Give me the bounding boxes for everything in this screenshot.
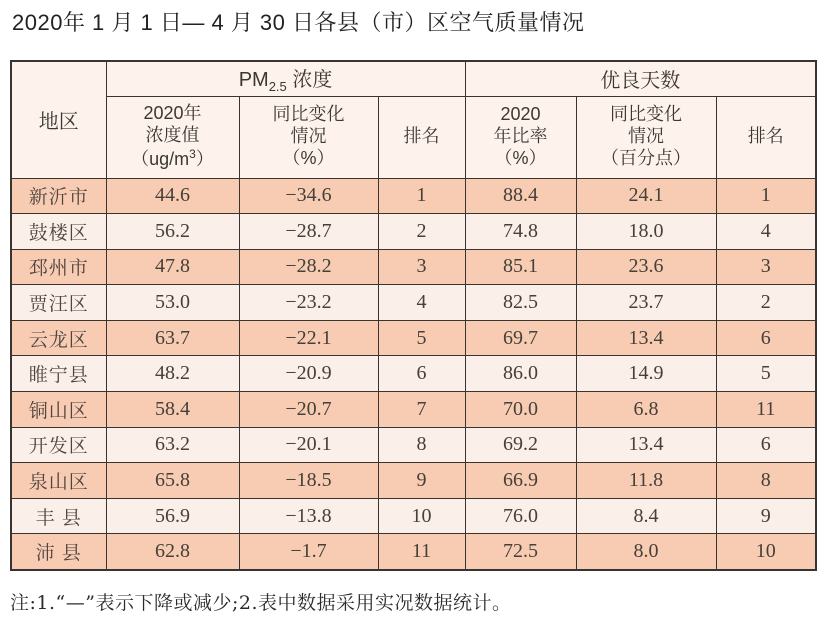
days-ratio-cell: 66.9: [465, 463, 576, 499]
unit-superscript: 3: [189, 146, 196, 161]
pm-value-cell: 65.8: [106, 463, 239, 499]
days-change-cell: 13.4: [576, 320, 716, 356]
region-cell: 新沂市: [11, 178, 106, 214]
pm-value-cell: 53.0: [106, 285, 239, 321]
footnote: 注:1.“—”表示下降或减少;2.表中数据采用实况数据统计。: [10, 592, 512, 614]
header-days-ratio: [465, 96, 576, 178]
pm-change-cell: −13.8: [239, 498, 378, 534]
days-change-cell: 14.9: [576, 356, 716, 392]
pm-change-cell: −22.1: [239, 320, 378, 356]
pm-change-cell: −18.5: [239, 463, 378, 499]
air-quality-table: [10, 60, 817, 571]
pm-change-cell: −28.7: [239, 214, 378, 250]
pm-change-cell: −28.2: [239, 249, 378, 285]
header-pm-change-line3: （%）: [282, 147, 335, 168]
header-pm-change-line1: 同比变化: [272, 104, 345, 125]
header-group-row: [11, 61, 816, 96]
header-pm-change-line2: 情况: [290, 126, 327, 147]
table-row: [11, 214, 816, 250]
header-pm-value-unit: [109, 147, 237, 171]
days-ratio-cell: 88.4: [465, 178, 576, 214]
pm-change-cell: −20.7: [239, 392, 378, 428]
header-pm-change: [239, 96, 378, 178]
table-row: [11, 392, 816, 428]
table-body: [11, 178, 816, 570]
pm-value-cell: 56.9: [106, 498, 239, 534]
table-row: [11, 178, 816, 214]
header-days-ratio-line3: （%）: [494, 147, 547, 168]
pm25-label-prefix: PM: [238, 69, 269, 92]
pm-rank-cell: 10: [378, 498, 465, 534]
pm-rank-cell: 7: [378, 392, 465, 428]
table-row: [11, 534, 816, 570]
days-rank-cell: 11: [716, 392, 816, 428]
days-change-cell: 8.4: [576, 498, 716, 534]
days-rank-cell: 8: [716, 463, 816, 499]
region-cell: 丰 县: [11, 498, 106, 534]
header-group-pm25: [106, 61, 465, 96]
days-change-cell: 23.7: [576, 285, 716, 321]
days-rank-cell: 2: [716, 285, 816, 321]
region-cell: 沛 县: [11, 534, 106, 570]
header-days-change-line1: 同比变化: [610, 104, 683, 125]
header-days-change-line2: 情况: [628, 126, 665, 147]
pm-change-cell: −20.9: [239, 356, 378, 392]
days-rank-cell: 10: [716, 534, 816, 570]
region-cell: 开发区: [11, 427, 106, 463]
pm-rank-cell: 1: [378, 178, 465, 214]
pm-rank-cell: 8: [378, 427, 465, 463]
table-row: [11, 320, 816, 356]
pm-rank-cell: 11: [378, 534, 465, 570]
region-cell: 贾汪区: [11, 285, 106, 321]
pm-rank-cell: 3: [378, 249, 465, 285]
region-cell: 铜山区: [11, 392, 106, 428]
header-sub-row: [11, 96, 816, 178]
header-days-rank: 排名: [716, 96, 816, 178]
pm-value-cell: 63.7: [106, 320, 239, 356]
header-pm-value-line2: 浓度值: [145, 125, 200, 146]
pm-value-cell: 58.4: [106, 392, 239, 428]
days-rank-cell: 6: [716, 320, 816, 356]
pm-rank-cell: 4: [378, 285, 465, 321]
header-days-change: [576, 96, 716, 178]
days-change-cell: 13.4: [576, 427, 716, 463]
pm-rank-cell: 2: [378, 214, 465, 250]
header-group-good-days: 优良天数: [465, 61, 816, 96]
days-rank-cell: 1: [716, 178, 816, 214]
days-change-cell: 8.0: [576, 534, 716, 570]
days-ratio-cell: 85.1: [465, 249, 576, 285]
pm25-subscript: 2.5: [268, 79, 287, 95]
pm-value-cell: 63.2: [106, 427, 239, 463]
pm-rank-cell: 6: [378, 356, 465, 392]
pm-rank-cell: 9: [378, 463, 465, 499]
pm-value-cell: 44.6: [106, 178, 239, 214]
region-cell: 睢宁县: [11, 356, 106, 392]
days-change-cell: 24.1: [576, 178, 716, 214]
region-cell: 泉山区: [11, 463, 106, 499]
days-rank-cell: 4: [716, 214, 816, 250]
days-ratio-cell: 69.7: [465, 320, 576, 356]
days-ratio-cell: 72.5: [465, 534, 576, 570]
days-ratio-cell: 70.0: [465, 392, 576, 428]
header-pm-value-line1: 2020年: [143, 103, 202, 124]
table-row: [11, 249, 816, 285]
pm-value-cell: 48.2: [106, 356, 239, 392]
region-cell: 邳州市: [11, 249, 106, 285]
pm-change-cell: −23.2: [239, 285, 378, 321]
days-rank-cell: 3: [716, 249, 816, 285]
days-change-cell: 6.8: [576, 392, 716, 428]
table-row: [11, 427, 816, 463]
days-ratio-cell: 82.5: [465, 285, 576, 321]
table-row: [11, 285, 816, 321]
header-days-ratio-line1: 2020: [500, 104, 541, 125]
table-row: [11, 356, 816, 392]
header-pm-rank: 排名: [378, 96, 465, 178]
days-ratio-cell: 86.0: [465, 356, 576, 392]
pm-value-cell: 47.8: [106, 249, 239, 285]
pm-change-cell: −1.7: [239, 534, 378, 570]
unit-suffix: ）: [195, 148, 214, 169]
region-cell: 云龙区: [11, 320, 106, 356]
unit-prefix: （ug/m: [131, 148, 190, 169]
header-region: 地区: [11, 61, 106, 178]
days-ratio-cell: 69.2: [465, 427, 576, 463]
region-cell: 鼓楼区: [11, 214, 106, 250]
table-row: [11, 463, 816, 499]
pm-value-cell: 62.8: [106, 534, 239, 570]
days-rank-cell: 5: [716, 356, 816, 392]
table-row: [11, 498, 816, 534]
pm-change-cell: −34.6: [239, 178, 378, 214]
page-title: 2020年 1 月 1 日— 4 月 30 日各县（市）区空气质量情况: [12, 10, 585, 35]
pm-change-cell: −20.1: [239, 427, 378, 463]
days-change-cell: 23.6: [576, 249, 716, 285]
days-rank-cell: 6: [716, 427, 816, 463]
header-days-ratio-line2: 年比率: [493, 126, 548, 147]
pm-rank-cell: 5: [378, 320, 465, 356]
days-ratio-cell: 76.0: [465, 498, 576, 534]
days-change-cell: 11.8: [576, 463, 716, 499]
pm-value-cell: 56.2: [106, 214, 239, 250]
days-ratio-cell: 74.8: [465, 214, 576, 250]
pm25-label-suffix: 浓度: [286, 69, 333, 92]
header-days-change-line3: （百分点）: [601, 147, 692, 168]
table-header: [11, 61, 816, 178]
days-change-cell: 18.0: [576, 214, 716, 250]
header-pm-value: [106, 96, 239, 178]
days-rank-cell: 9: [716, 498, 816, 534]
